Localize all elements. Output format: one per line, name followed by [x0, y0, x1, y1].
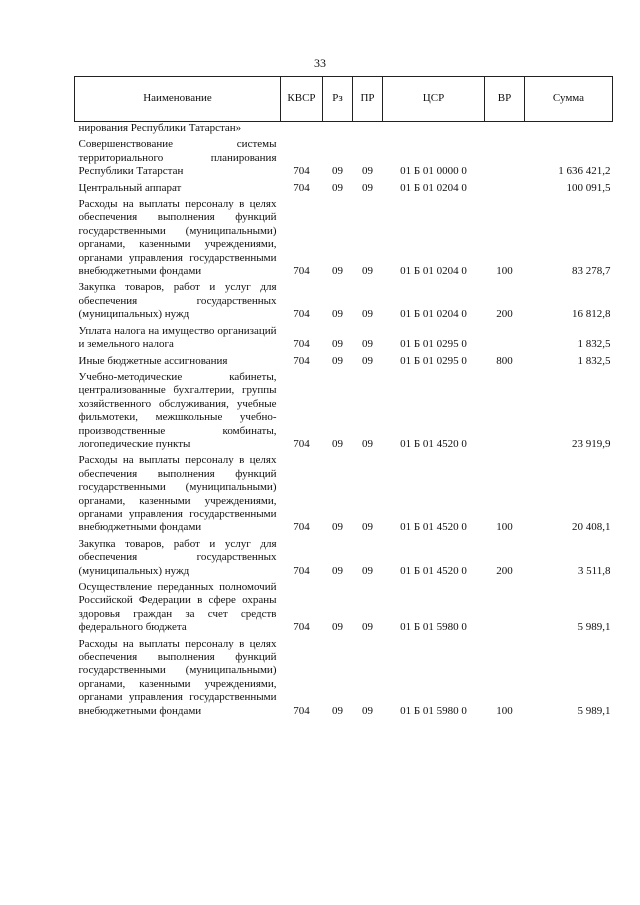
cell-name: Осуществление переданных полномочий Российской Федерации в сфере охраны здоровья граждан за счет средств федерального бюджета — [78, 581, 277, 634]
table-row — [75, 195, 613, 278]
cell-name: Расходы на выплаты персоналу в целях обеспечения выполнения функций государственными (муниципальными) органами, казенными учреждениями, органами управления государственными внебюджетными фондами — [78, 637, 277, 717]
header-kvsr: КВСР — [281, 77, 323, 122]
table-row — [75, 352, 613, 368]
cell-kvsr: 704 — [293, 354, 310, 367]
header-name: Наименование — [75, 77, 281, 122]
cell-rz: 09 — [332, 354, 343, 367]
cell-sum: 5 989,1 — [577, 704, 611, 717]
cell-pr — [353, 122, 383, 136]
cell-csr: 01 Б 01 4520 0 — [400, 437, 467, 450]
cell-kvsr: 704 — [293, 437, 310, 450]
header-sum: Сумма — [525, 77, 613, 122]
cell-vr: 100 — [496, 265, 513, 278]
cell-sum: 100 091,5 — [566, 181, 611, 194]
cell-vr: 100 — [496, 704, 513, 717]
cell-sum: 23 919,9 — [572, 437, 611, 450]
cell-kvsr: 704 — [293, 521, 310, 534]
cell-pr: 09 — [362, 704, 373, 717]
cell-csr: 01 Б 01 4520 0 — [400, 521, 467, 534]
page-number: 33 — [314, 56, 326, 70]
table-row — [75, 578, 613, 635]
cell-sum: 1 636 421,2 — [558, 165, 611, 178]
cell-kvsr: 704 — [293, 308, 310, 321]
table-row — [75, 179, 613, 195]
cell-sum: 83 278,7 — [572, 265, 611, 278]
cell-name: Расходы на выплаты персоналу в целях обеспечения выполнения функций государственными (муниципальными) органами, казенными учреждениями, органами управления государственными внебюджетными фондами — [78, 198, 277, 278]
cell-rz: 09 — [332, 521, 343, 534]
cell-rz: 09 — [332, 621, 343, 634]
cell-name: Иные бюджетные ассигнования — [78, 354, 228, 367]
cell-csr: 01 Б 01 0204 0 — [400, 308, 467, 321]
cell-name: нирования Республики Татарстан» — [78, 122, 242, 134]
table-header — [75, 77, 613, 122]
cell-pr: 09 — [362, 437, 373, 450]
cell-vr — [485, 135, 525, 178]
cell-kvsr: 704 — [293, 265, 310, 278]
cell-csr: 01 Б 01 0204 0 — [400, 181, 467, 194]
cell-rz — [323, 122, 353, 136]
cell-csr: 01 Б 01 5980 0 — [400, 621, 467, 634]
cell-csr: 01 Б 01 0295 0 — [400, 354, 467, 367]
cell-sum: 16 812,8 — [572, 308, 611, 321]
cell-name: Совершенствование системы территориального планирования Республики Татарстан — [78, 138, 277, 178]
cell-rz: 09 — [332, 265, 343, 278]
cell-rz: 09 — [332, 181, 343, 194]
cell-sum — [525, 122, 613, 136]
cell-rz: 09 — [332, 437, 343, 450]
cell-name: Центральный аппарат — [78, 181, 182, 194]
table-row — [75, 368, 613, 451]
cell-pr: 09 — [362, 165, 373, 178]
cell-sum: 20 408,1 — [572, 521, 611, 534]
header-pr: ПР — [353, 77, 383, 122]
cell-csr: 01 Б 01 0000 0 — [400, 165, 467, 178]
cell-name: Закупка товаров, работ и услуг для обеспечения государственных (муниципальных) нужд — [78, 281, 277, 321]
cell-vr — [485, 179, 525, 195]
header-csr: ЦСР — [383, 77, 485, 122]
cell-pr: 09 — [362, 354, 373, 367]
header-rz: Рз — [323, 77, 353, 122]
cell-pr: 09 — [362, 621, 373, 634]
cell-csr — [383, 122, 485, 136]
cell-pr: 09 — [362, 308, 373, 321]
cell-vr: 800 — [496, 354, 513, 367]
cell-name: Учебно-методические кабинеты, централизованные бухгалтерии, группы хозяйственного обслуживания, учебные фильмотеки, межшкольные учебно-производственные комбинаты, логопедические пункты — [78, 370, 277, 450]
cell-rz: 09 — [332, 704, 343, 717]
cell-name: Уплата налога на имущество организаций и земельного налога — [78, 324, 277, 351]
cell-vr — [485, 322, 525, 352]
cell-csr: 01 Б 01 0204 0 — [400, 265, 467, 278]
cell-kvsr: 704 — [293, 564, 310, 577]
cell-vr — [485, 122, 525, 136]
cell-vr — [485, 578, 525, 635]
cell-pr: 09 — [362, 181, 373, 194]
table-body — [75, 122, 613, 719]
cell-csr: 01 Б 01 5980 0 — [400, 704, 467, 717]
cell-kvsr: 704 — [293, 165, 310, 178]
cell-pr: 09 — [362, 521, 373, 534]
cell-vr: 200 — [496, 564, 513, 577]
header-vr: ВР — [485, 77, 525, 122]
cell-kvsr: 704 — [293, 704, 310, 717]
cell-csr: 01 Б 01 0295 0 — [400, 338, 467, 351]
table-row — [75, 278, 613, 321]
cell-sum: 1 832,5 — [577, 354, 611, 367]
cell-rz: 09 — [332, 338, 343, 351]
table-row — [75, 135, 613, 178]
table-row — [75, 451, 613, 534]
cell-kvsr: 704 — [293, 338, 310, 351]
cell-sum: 5 989,1 — [577, 621, 611, 634]
cell-rz: 09 — [332, 308, 343, 321]
cell-pr: 09 — [362, 564, 373, 577]
table-row — [75, 635, 613, 718]
cell-sum: 3 511,8 — [577, 564, 611, 577]
cell-kvsr: 704 — [293, 181, 310, 194]
cell-csr: 01 Б 01 4520 0 — [400, 564, 467, 577]
cell-vr — [485, 368, 525, 451]
cell-vr: 200 — [496, 308, 513, 321]
cell-pr: 09 — [362, 265, 373, 278]
cell-pr: 09 — [362, 338, 373, 351]
table-row — [75, 122, 613, 136]
cell-kvsr — [281, 122, 323, 136]
cell-rz: 09 — [332, 165, 343, 178]
cell-name: Расходы на выплаты персоналу в целях обеспечения выполнения функций государственными (муниципальными) органами, казенными учреждениями, органами управления государственными внебюджетными фондами — [78, 454, 277, 534]
table-row — [75, 322, 613, 352]
cell-vr: 100 — [496, 521, 513, 534]
table-row — [75, 535, 613, 578]
cell-rz: 09 — [332, 564, 343, 577]
cell-kvsr: 704 — [293, 621, 310, 634]
budget-table — [74, 76, 613, 718]
cell-sum: 1 832,5 — [577, 338, 611, 351]
cell-name: Закупка товаров, работ и услуг для обеспечения государственных (муниципальных) нужд — [78, 537, 277, 577]
